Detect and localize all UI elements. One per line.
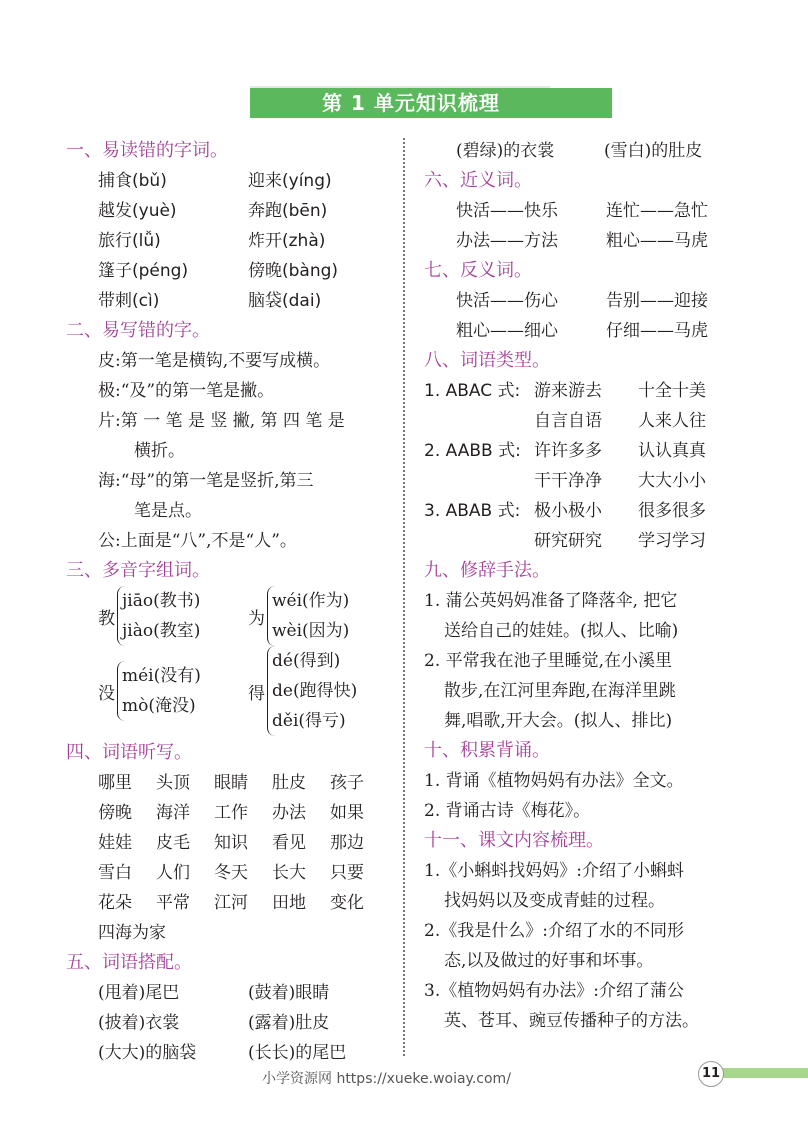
word-type-row bbox=[424, 496, 784, 526]
word: 肚皮 bbox=[272, 773, 306, 793]
polyphone-row bbox=[66, 586, 396, 646]
section-heading: 七、反义词。 bbox=[424, 260, 532, 281]
pinyin: (cì) bbox=[132, 291, 160, 311]
section-heading: 一、易读错的字词。 bbox=[66, 140, 228, 161]
pinyin: (bēn) bbox=[282, 201, 328, 221]
word: 游来游去 bbox=[534, 381, 602, 401]
word: 孩子 bbox=[330, 773, 364, 793]
list-item-continued: 散步,在江河里奔跑,在海洋里跳 bbox=[444, 681, 676, 701]
word: 篷子 bbox=[98, 261, 132, 281]
list-item bbox=[66, 226, 396, 256]
word: 人们 bbox=[156, 863, 190, 883]
list-item: 2. 背诵古诗《梅花》。 bbox=[424, 801, 591, 821]
section-heading: 十、积累背诵。 bbox=[424, 740, 550, 761]
dictation-row bbox=[66, 888, 396, 918]
word: 自言自语 bbox=[534, 411, 602, 431]
word: 大大小小 bbox=[638, 471, 706, 491]
word: 许许多多 bbox=[534, 441, 602, 461]
word: 看见 bbox=[272, 833, 306, 853]
word: 知识 bbox=[214, 833, 248, 853]
polyphone-group bbox=[248, 646, 357, 736]
word: 炸开 bbox=[248, 231, 282, 251]
list-item-continued: 笔是点。 bbox=[134, 501, 202, 521]
antonym-pair: 仔细——马虎 bbox=[606, 321, 708, 341]
section-heading: 九、修辞手法。 bbox=[424, 560, 550, 581]
misread-words bbox=[66, 166, 396, 316]
word: 花朵 bbox=[98, 893, 132, 913]
dictation-row bbox=[66, 918, 396, 948]
collocation: (鼓着)眼睛 bbox=[248, 983, 330, 1003]
word-type-row bbox=[424, 376, 784, 406]
word: 极小极小 bbox=[534, 501, 602, 521]
polyphone-row bbox=[66, 646, 396, 736]
word: 哪里 bbox=[98, 773, 132, 793]
word: 研究研究 bbox=[534, 531, 602, 551]
collocation: (披着)衣裳 bbox=[98, 1013, 180, 1033]
word: 十全十美 bbox=[638, 381, 706, 401]
brace bbox=[117, 661, 201, 721]
pattern-label: 1. ABAC 式: bbox=[424, 381, 521, 401]
unit-title-banner bbox=[250, 88, 612, 118]
pattern-label: 3. ABAB 式: bbox=[424, 501, 521, 521]
list-item-continued: 态,以及做过的好事和坏事。 bbox=[444, 951, 654, 971]
pinyin: (dai) bbox=[282, 291, 322, 311]
collocation: (长长)的尾巴 bbox=[248, 1043, 347, 1063]
list-item bbox=[66, 166, 396, 196]
word-type-row bbox=[424, 526, 784, 556]
page-number: 11 bbox=[698, 1061, 724, 1087]
list-item: 1. 背诵《植物妈妈有办法》全文。 bbox=[424, 771, 684, 791]
word-type-row bbox=[424, 406, 784, 436]
word: 娃娃 bbox=[98, 833, 132, 853]
word: 学习学习 bbox=[638, 531, 706, 551]
word: 越发 bbox=[98, 201, 132, 221]
word: 认认真真 bbox=[638, 441, 706, 461]
antonym-pair: 粗心——细心 bbox=[456, 321, 558, 341]
collocation-row bbox=[66, 1008, 396, 1038]
word: 雪白 bbox=[98, 863, 132, 883]
polyphone-char: 为 bbox=[248, 608, 265, 629]
word: 江河 bbox=[214, 893, 248, 913]
list-item: 1.《小蝌蚪找妈妈》:介绍了小蝌蚪 bbox=[424, 861, 684, 881]
word: 傍晚 bbox=[98, 803, 132, 823]
brace bbox=[267, 586, 349, 646]
word: 奔跑 bbox=[248, 201, 282, 221]
word: 很多很多 bbox=[638, 501, 706, 521]
list-item-continued: 送给自己的娃娃。(拟人、比喻) bbox=[444, 621, 679, 641]
word: 头顶 bbox=[156, 773, 190, 793]
reading: děi(得亏) bbox=[272, 711, 346, 731]
word: 四海为家 bbox=[98, 923, 166, 943]
list-item: 片:第 一 笔 是 竖 撇, 第 四 笔 是 bbox=[98, 411, 345, 431]
word: 田地 bbox=[272, 893, 306, 913]
reading: jiāo(教书) bbox=[122, 591, 201, 611]
dictation-row bbox=[66, 768, 396, 798]
left-column bbox=[66, 136, 396, 1068]
section-heading: 八、词语类型。 bbox=[424, 350, 550, 371]
list-item: 皮:第一笔是横钩,不要写成横。 bbox=[98, 351, 331, 371]
synonym-pair: 办法——方法 bbox=[456, 231, 558, 251]
pinyin: (lǚ) bbox=[132, 231, 161, 251]
list-item-continued: 舞,唱歌,开大会。(拟人、排比) bbox=[444, 711, 673, 731]
collocation: (甩着)尾巴 bbox=[98, 983, 180, 1003]
dictation-row bbox=[66, 798, 396, 828]
list-item: 极:“及”的第一笔是撇。 bbox=[98, 381, 275, 401]
collocation-row bbox=[66, 978, 396, 1008]
section-heading: 十一、课文内容梳理。 bbox=[424, 830, 604, 851]
collocation: (露着)肚皮 bbox=[248, 1013, 330, 1033]
polyphone-group bbox=[98, 661, 248, 721]
antonym-pair: 快活——伤心 bbox=[456, 291, 558, 311]
synonym-pair: 粗心——马虎 bbox=[606, 231, 708, 251]
word: 海洋 bbox=[156, 803, 190, 823]
collocation-row bbox=[66, 1038, 396, 1068]
collocation-row bbox=[424, 136, 784, 166]
word: 捕食 bbox=[98, 171, 132, 191]
word: 变化 bbox=[330, 893, 364, 913]
antonym-row bbox=[424, 316, 784, 346]
list-item bbox=[66, 196, 396, 226]
pinyin: (bàng) bbox=[282, 261, 339, 281]
collocation: (大大)的脑袋 bbox=[98, 1043, 197, 1063]
reading: de(跑得快) bbox=[272, 681, 358, 701]
word: 如果 bbox=[330, 803, 364, 823]
word-type-row bbox=[424, 436, 784, 466]
brace bbox=[267, 646, 357, 736]
word: 工作 bbox=[214, 803, 248, 823]
word: 脑袋 bbox=[248, 291, 282, 311]
page-number-bar bbox=[712, 1068, 808, 1078]
word: 人来人往 bbox=[638, 411, 706, 431]
list-item: 3.《植物妈妈有办法》:介绍了蒲公 bbox=[424, 981, 684, 1001]
word: 冬天 bbox=[214, 863, 248, 883]
pinyin: (bǔ) bbox=[132, 171, 167, 191]
word: 只要 bbox=[330, 863, 364, 883]
word: 干干净净 bbox=[534, 471, 602, 491]
word: 眼睛 bbox=[214, 773, 248, 793]
synonym-pair: 快活——快乐 bbox=[456, 201, 558, 221]
list-item: 2.《我是什么》:介绍了水的不同形 bbox=[424, 921, 684, 941]
polyphone-group bbox=[248, 586, 349, 646]
reading: dé(得到) bbox=[272, 651, 341, 671]
list-item: 海:“母”的第一笔是竖折,第三 bbox=[98, 471, 314, 491]
reading: wèi(因为) bbox=[272, 621, 350, 641]
antonym-pair: 告别——迎接 bbox=[606, 291, 708, 311]
section-heading: 二、易写错的字。 bbox=[66, 320, 210, 341]
polyphone-char: 得 bbox=[248, 683, 265, 704]
pinyin: (yíng) bbox=[282, 171, 332, 191]
list-item-continued: 英、苍耳、豌豆传播种子的方法。 bbox=[444, 1011, 699, 1031]
synonym-row bbox=[424, 226, 784, 256]
word: 皮毛 bbox=[156, 833, 190, 853]
synonym-pair: 连忙——急忙 bbox=[606, 201, 708, 221]
antonym-row bbox=[424, 286, 784, 316]
word: 傍晚 bbox=[248, 261, 282, 281]
pinyin: (zhà) bbox=[282, 231, 326, 251]
section-heading: 五、词语搭配。 bbox=[66, 952, 192, 973]
list-item bbox=[66, 256, 396, 286]
pattern-label: 2. AABB 式: bbox=[424, 441, 521, 461]
word-type-row bbox=[424, 466, 784, 496]
word: 迎来 bbox=[248, 171, 282, 191]
right-column bbox=[424, 136, 784, 1036]
brace bbox=[117, 586, 200, 646]
word: 办法 bbox=[272, 803, 306, 823]
reading: wéi(作为) bbox=[272, 591, 350, 611]
word: 长大 bbox=[272, 863, 306, 883]
section-heading: 四、词语听写。 bbox=[66, 742, 192, 763]
collocation: (碧绿)的衣裳 bbox=[456, 141, 555, 161]
list-item: 2. 平常我在池子里睡觉,在小溪里 bbox=[424, 651, 673, 671]
watermark-link[interactable]: 小学资源网 https://xueke.woiay.com/ bbox=[262, 1071, 511, 1087]
list-item-continued: 找妈妈以及变成青蛙的过程。 bbox=[444, 891, 665, 911]
reading: jiào(教室) bbox=[122, 621, 201, 641]
list-item: 公:上面是“八”,不是“人”。 bbox=[98, 531, 297, 551]
pinyin: (yuè) bbox=[132, 201, 177, 221]
word: 平常 bbox=[156, 893, 190, 913]
polyphone-group bbox=[98, 586, 248, 646]
word: 旅行 bbox=[98, 231, 132, 251]
word: 带刺 bbox=[98, 291, 132, 311]
pinyin: (péng) bbox=[132, 261, 189, 281]
reading: mò(淹没) bbox=[122, 696, 196, 716]
list-item: 1. 蒲公英妈妈准备了降落伞, 把它 bbox=[424, 591, 678, 611]
section-heading: 六、近义词。 bbox=[424, 170, 532, 191]
list-item-continued: 横折。 bbox=[134, 441, 185, 461]
collocation: (雪白)的肚皮 bbox=[604, 141, 703, 161]
synonym-row bbox=[424, 196, 784, 226]
polyphone-char: 教 bbox=[98, 608, 115, 629]
polyphone-char: 没 bbox=[98, 683, 115, 704]
column-divider bbox=[403, 138, 405, 1056]
word: 那边 bbox=[330, 833, 364, 853]
list-item bbox=[66, 286, 396, 316]
section-heading: 三、多音字组词。 bbox=[66, 560, 210, 581]
dictation-row bbox=[66, 828, 396, 858]
dictation-row bbox=[66, 858, 396, 888]
page-title: 第 1 单元知识梳理 bbox=[322, 91, 500, 115]
reading: méi(没有) bbox=[122, 666, 201, 686]
